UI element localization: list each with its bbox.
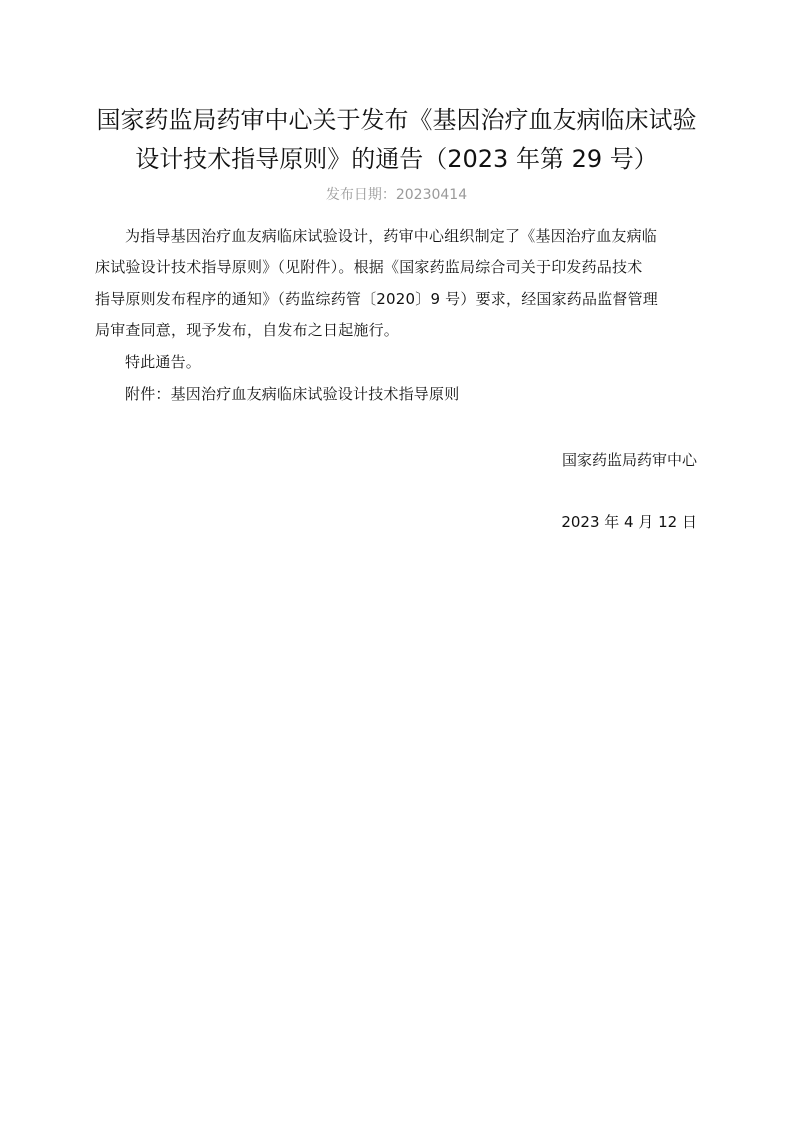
body-line: 局审查同意，现予发布，自发布之日起施行。 bbox=[95, 321, 400, 339]
body-line: 指导原则发布程序的通知》（药监综药管〔2020〕9 号）要求，经国家药品监督管理 bbox=[95, 290, 658, 308]
body-line: 床试验设计技术指导原则》（见附件）。根据《国家药监局综合司关于印发药品技术 bbox=[95, 258, 643, 276]
title-line-2: 设计技术指导原则》的通告（2023 年第 29 号） bbox=[135, 145, 658, 173]
issuer-signature: 国家药监局药审中心 bbox=[561, 451, 697, 469]
closing-text: 特此通告。 bbox=[125, 353, 202, 371]
title-line-1: 国家药监局药审中心关于发布《基因治疗血友病临床试验 bbox=[96, 106, 697, 134]
attachment-line: 附件：基因治疗血友病临床试验设计技术指导原则 bbox=[125, 385, 460, 403]
body-line: 为指导基因治疗血友病临床试验设计，药审中心组织制定了《基因治疗血友病临 bbox=[125, 227, 658, 245]
signature-date: 2023 年 4 月 12 日 bbox=[561, 513, 697, 531]
publish-date: 发布日期：20230414 bbox=[325, 187, 468, 203]
